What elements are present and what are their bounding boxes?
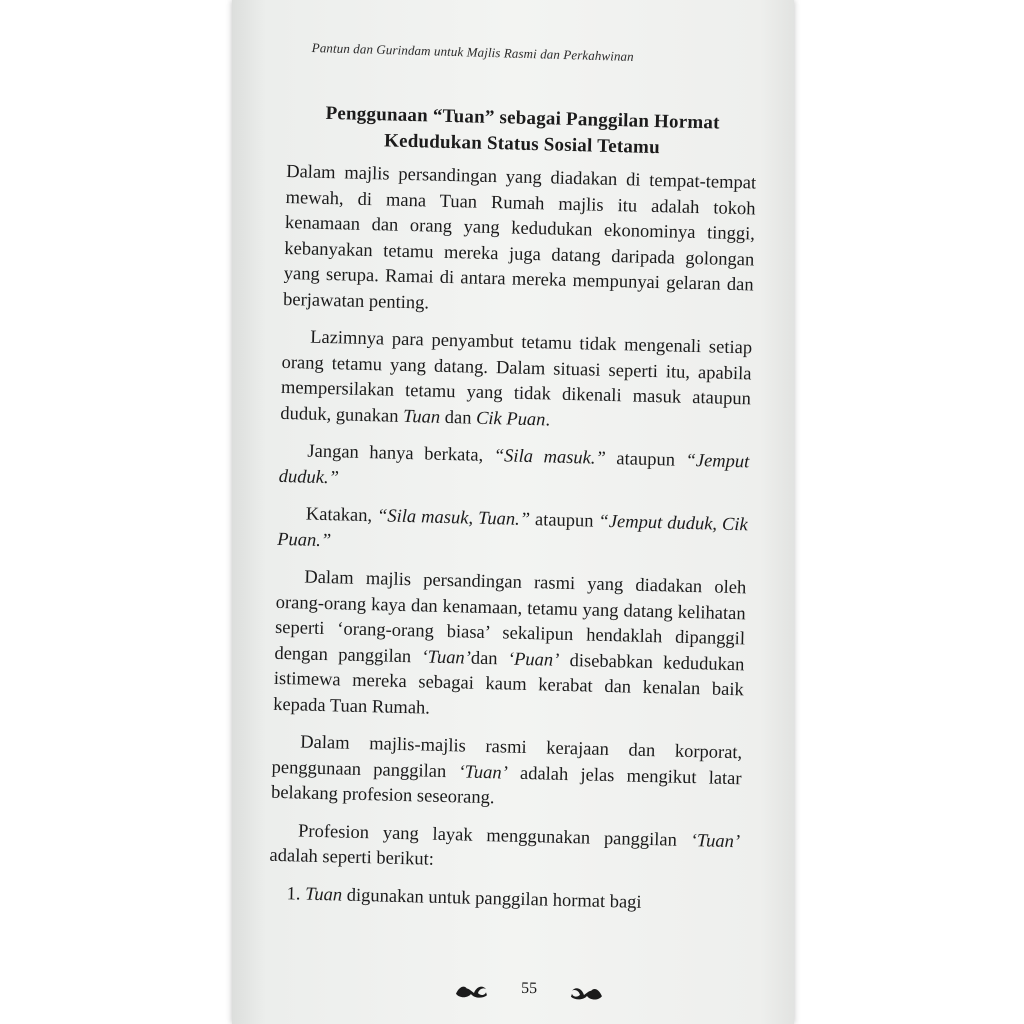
paragraph-5-text-b: dan [470, 648, 509, 670]
ornament-right-icon [570, 983, 604, 1002]
paragraph-4-text-b: ataupun [529, 510, 599, 532]
list-item-1-tuan: Tuan [304, 884, 343, 906]
page-number: 55 [520, 979, 538, 998]
paragraph-4-quote-2: “Jemput duduk, Cik Puan.” [277, 511, 748, 551]
paragraph-4 [277, 502, 748, 564]
heading-line-2: Kedudukan Status Sosial Tetamu [383, 130, 661, 159]
paragraph-2 [280, 325, 752, 438]
paragraph-2-cikpuan: Cik Puan [475, 408, 546, 430]
running-head: Pantun dan Gurindam untuk Majlis Rasmi dan Perkahwinan [311, 40, 634, 64]
paragraph-7-text-b: adalah seperti berikut: [269, 845, 435, 870]
paragraph-3-quote-1: “Sila masuk.” [493, 446, 607, 469]
paragraph-5 [273, 565, 747, 729]
paragraph-4-text-a: Katakan, [305, 504, 378, 527]
paragraph-5-text-c: disebabkan kedudukan istimewa mereka sebagai kaum kerabat dan kenalan baik kepada Tuan Rumah. [272, 650, 745, 719]
paragraph-3-quote-2: “Jemput duduk.” [278, 450, 750, 488]
ornament-left-icon [454, 981, 488, 1000]
paragraph-2-text-a: Lazimnya para penyambut tetamu tidak mengenali setiap orang tetamu yang datang. Dalam situasi seperti itu, apabila mempersilakan tetamu yang tidak dikenali masuk ataupun duduk, gunakan [280, 327, 753, 427]
paragraph-5-puan: ‘Puan’ [507, 649, 560, 671]
paragraph-1-text: Dalam majlis persandingan yang diadakan di tempat-tempat mewah, di mana Tuan Rumah majlis itu adalah tokoh kenamaan dan orang yang kedudukan ekonominya tinggi, kebanyakan tetamu mereka juga datang daripada golongan yang serupa. Ramai di antara mereka mempunyai gelaran dan berjawatan penting. [282, 161, 757, 314]
paragraph-3-text-a: Jangan hanya berkata, [307, 441, 495, 467]
list-item-1-number: 1. [286, 883, 306, 905]
paragraph-2-tuan: Tuan [402, 406, 441, 428]
paragraph-5-text-a: Dalam majlis persandingan rasmi yang diadakan oleh orang-orang kaya dan kenamaan, tetamu yang datang kelihatan seperti ‘orang-orang biasa’ sekalipun hendaklah dipanggil dengan panggilan [274, 567, 747, 667]
paragraph-7-tuan: ‘Tuan’ [690, 830, 741, 852]
book-page [232, 0, 794, 1024]
list-item-1 [268, 881, 738, 918]
list-item-1-text: digunakan untuk panggilan hormat bagi [341, 885, 642, 913]
heading-line-1: Penggunaan “Tuan” sebagai Panggilan Hormat [325, 102, 720, 134]
paragraph-7 [269, 818, 740, 880]
paragraph-4-quote-1: “Sila masuk, Tuan.” [376, 506, 531, 531]
paragraph-5-tuan: ‘Tuan’ [421, 646, 472, 669]
paragraph-6-tuan: ‘Tuan’ [458, 761, 509, 784]
paragraph-6 [271, 730, 743, 818]
paragraph-7-text-a: Profesion yang layak menggunakan panggilan [297, 820, 691, 851]
paragraph-2-text-b: dan [439, 407, 477, 429]
paragraph-1 [283, 160, 757, 324]
section-heading [287, 100, 758, 163]
page-content [268, 100, 758, 918]
paragraph-6-text-a: Dalam majlis-majlis rasmi kerajaan dan korporat, penggunaan panggilan [271, 732, 743, 782]
paragraph-3-text-b: ataupun [605, 448, 686, 471]
paragraph-3 [278, 439, 749, 501]
page-footer [454, 977, 605, 1010]
paragraph-6-text-b: adalah jelas mengikut latar belakang profesion seseorang. [270, 763, 742, 809]
paragraph-2-text-c: . [545, 409, 551, 430]
